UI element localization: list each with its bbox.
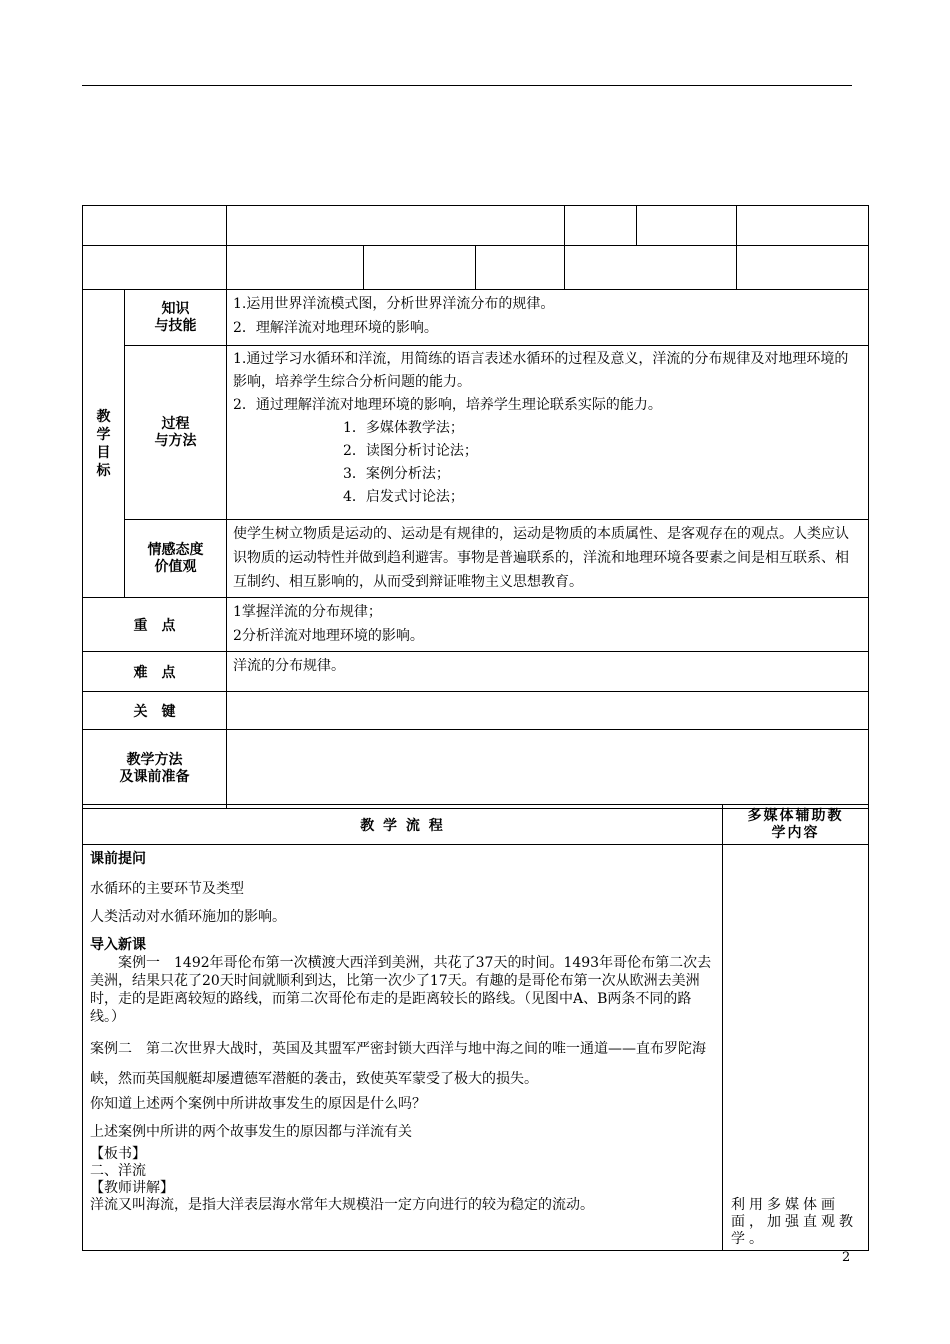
header-rule [82,85,852,86]
key-points-row [83,598,869,652]
info-row-2 [83,246,869,290]
flow-body-row [83,845,869,1251]
teacher-text: 洋流又叫海流，是指大洋表层海水常年大规模沿一定方向进行的较为稳定的流动。 [90,1197,594,1213]
process-label: 过程 与方法 [125,346,227,520]
knowledge-row [83,290,869,346]
blank-cell [565,206,637,246]
methods-prep-content [227,730,869,809]
key-row [83,692,869,730]
knowledge-label: 知识 与技能 [125,290,227,346]
lesson-plan-table [82,205,869,809]
board-item: 二、洋流 [90,1163,146,1179]
knowledge-content: 1.运用世界洋流模式图，分析世界洋流分布的规律。 2．理解洋流对地理环境的影响。 [227,290,869,346]
media-note-cell [723,845,869,1251]
discussion-question: 你知道上述两个案例中所讲故事发生的原因是什么吗？ [90,1096,426,1112]
blank-cell [83,246,227,290]
case-one: 案例一 1492年哥伦布第一次横渡大西洋到美洲，共花了37天的时间。1493年哥伦布第二次去美洲，结果只花了20天时间就顺利到达，比第一次少了17天。有趣的是哥伦布第一次从欧洲去美洲时，走的是距离较短的路线，而第二次哥伦布走的是距离较长的路线。（见图中A、B两条不同的路线。） [90,955,712,1025]
info-row-1 [83,206,869,246]
blank-cell [737,246,869,290]
page-number: 2 [842,1250,851,1265]
blank-cell [476,246,565,290]
intro-title: 导入新课 [90,937,146,953]
board-title: 【板书】 [90,1146,146,1162]
teaching-flow-table [82,804,869,1251]
pre-question-item: 水循环的主要环节及类型 [90,881,244,897]
key-content [227,692,869,730]
process-row [83,346,869,520]
blank-cell [565,246,737,290]
flow-header-row [83,805,869,845]
blank-cell [737,206,869,246]
blank-cell [637,206,737,246]
key-points-label: 重 点 [83,598,227,652]
pre-question-title: 课前提问 [90,851,146,867]
blank-cell [227,246,364,290]
difficulties-label: 难 点 [83,652,227,692]
difficulties-row [83,652,869,692]
attitude-row [83,520,869,598]
flow-header: 教 学 流 程 [83,805,723,845]
teacher-title: 【教师讲解】 [90,1180,174,1196]
attitude-label: 情感态度 价值观 [125,520,227,598]
discussion-answer: 上述案例中所讲的两个故事发生的原因都与洋流有关 [90,1124,412,1140]
process-content: 1.通过学习水循环和洋流，用简练的语言表述水循环的过程及意义，洋流的分布规律及对地理环境的影响，培养学生综合分析问题的能力。 2．通过理解洋流对地理环境的影响，培养学生理论联系实际的能力。 1．多媒体教学法； 2．读图分析讨论法； 3．案例分析法； 4．启发式讨论法； [227,346,869,520]
key-points-content: 1掌握洋流的分布规律； 2分析洋流对地理环境的影响。 [227,598,869,652]
media-note: 利用多媒体画面，加强直观教学。 [731,1197,857,1247]
flow-content [83,845,723,1251]
media-header: 多媒体辅助教 学内容 [723,805,869,845]
difficulties-content: 洋流的分布规律。 [227,652,869,692]
case-two: 案例二 第二次世界大战时，英国及其盟军严密封锁大西洋与地中海之间的唯一通道——直布罗陀海峡，然而英国舰艇却屡遭德军潜艇的袭击，致使英军蒙受了极大的损失。 [90,1041,706,1087]
pre-question-item: 人类活动对水循环施加的影响。 [90,909,286,925]
blank-cell [83,206,227,246]
key-label: 关 键 [83,692,227,730]
methods-prep-row [83,730,869,809]
blank-cell [227,206,565,246]
attitude-content: 使学生树立物质是运动的、运动是有规律的，运动是物质的本质属性、是客观存在的观点。人类应认识物质的运动特性并做到趋利避害。事物是普遍联系的，洋流和地理环境各要素之间是相互联系、相互制约、相互影响的，从而受到辩证唯物主义思想教育。 [227,520,869,598]
methods-prep-label: 教学方法 及课前准备 [83,730,227,809]
blank-cell [364,246,476,290]
objectives-heading: 教学目标 [83,290,125,598]
